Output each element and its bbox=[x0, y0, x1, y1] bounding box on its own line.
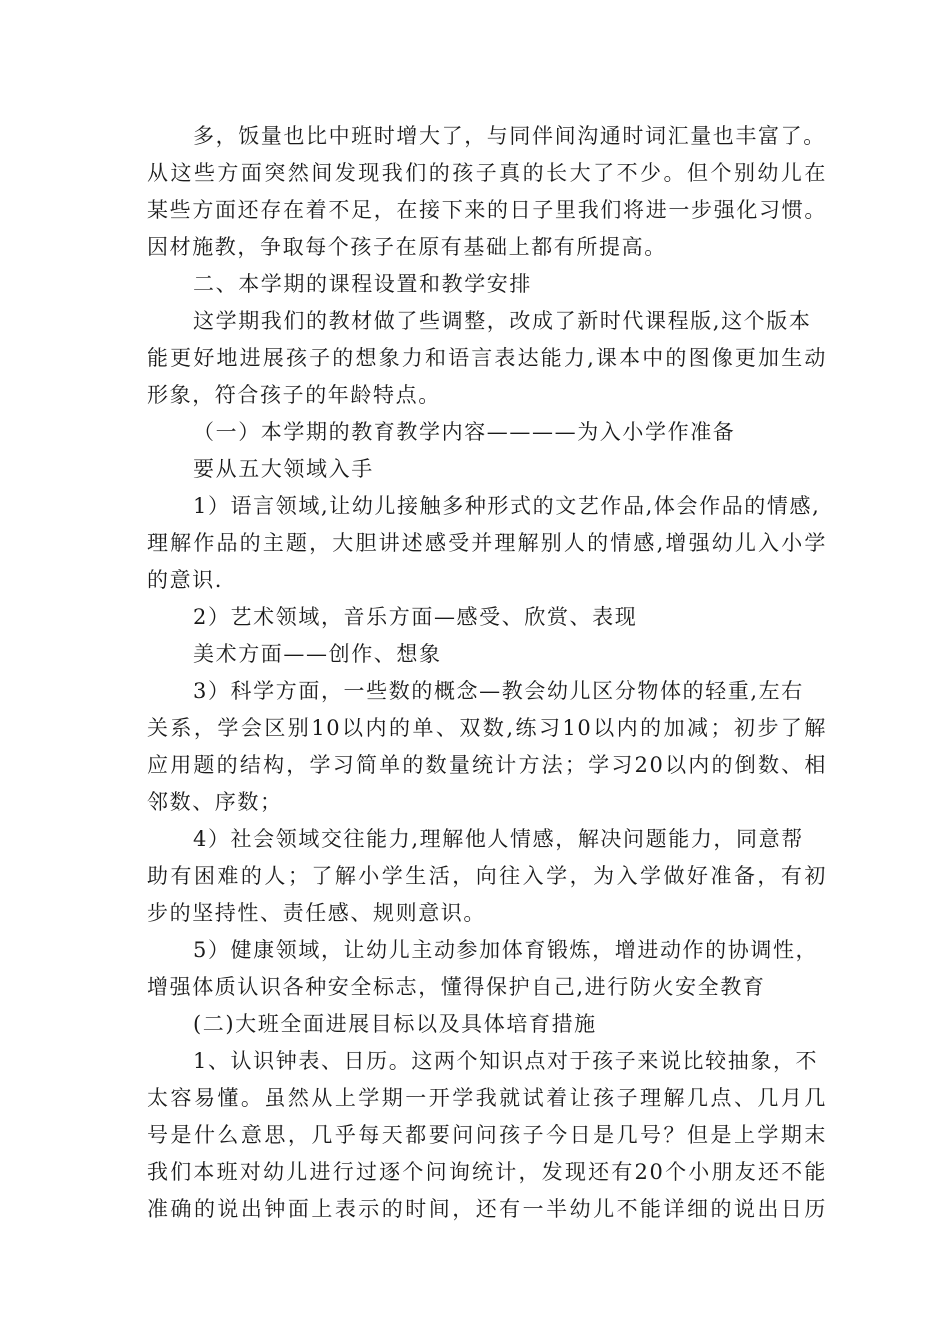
text-line: 5）健康领域，让幼儿主动参加体育锻炼，增进动作的协调性， bbox=[193, 938, 819, 962]
subsection-heading: （一）本学期的教育教学内容————为入小学作准备 bbox=[193, 420, 736, 444]
text-line: 4）社会领域交往能力,理解他人情感，解决问题能力，同意帮 bbox=[193, 827, 804, 851]
text-line: 的意识. bbox=[147, 568, 224, 592]
text-line: 2）艺术领域，音乐方面—感受、欣赏、表现 bbox=[193, 605, 638, 629]
text-line: 能更好地进展孩子的想象力和语言表达能力,课本中的图像更加生动 bbox=[147, 346, 827, 370]
text-line: 理解作品的主题，大胆讲述感受并理解别人的情感,增强幼儿入小学 bbox=[147, 531, 827, 555]
text-line: 这学期我们的教材做了些调整，改成了新时代课程版,这个版本 bbox=[193, 309, 812, 333]
section-heading: 二、本学期的课程设置和教学安排 bbox=[193, 272, 532, 296]
text-line: 步的坚持性、责任感、规则意识。 bbox=[147, 901, 486, 925]
subsection-heading: (二)大班全面进展目标以及具体培育措施 bbox=[193, 1012, 597, 1036]
document-page bbox=[147, 118, 827, 1228]
text-line: 从这些方面突然间发现我们的孩子真的长大了不少。但个别幼儿在 bbox=[147, 161, 827, 185]
text-line: 我们本班对幼儿进行过逐个问询统计，发现还有20个小朋友还不能 bbox=[147, 1160, 827, 1184]
text-line: 1）语言领域,让幼儿接触多种形式的文艺作品,体会作品的情感, bbox=[193, 494, 821, 518]
text-line: 助有困难的人；了解小学生活，向往入学，为入学做好准备，有初 bbox=[147, 864, 827, 888]
text-line: 太容易懂。虽然从上学期一开学我就试着让孩子理解几点、几月几 bbox=[147, 1086, 827, 1110]
text-line: 准确的说出钟面上表示的时间，还有一半幼儿不能详细的说出日历 bbox=[147, 1197, 827, 1221]
text-line: 多，饭量也比中班时增大了，与同伴间沟通时词汇量也丰富了。 bbox=[193, 124, 826, 148]
text-line: 号是什么意思，几乎每天都要问问孩子今日是几号？但是上学期末 bbox=[147, 1123, 827, 1147]
text-line: 因材施教，争取每个孩子在原有基础上都有所提高。 bbox=[147, 235, 667, 259]
text-line: 美术方面——创作、想象 bbox=[193, 642, 442, 666]
text-line: 关系，学会区别10以内的单、双数,练习10以内的加减；初步了解 bbox=[147, 716, 827, 740]
text-line: 增强体质认识各种安全标志，懂得保护自己,进行防火安全教育 bbox=[147, 975, 766, 999]
text-line: 某些方面还存在着不足，在接下来的日子里我们将进一步强化习惯。 bbox=[147, 198, 827, 222]
text-line: 形象，符合孩子的年龄特点。 bbox=[147, 383, 441, 407]
text-line: 应用题的结构，学习简单的数量统计方法；学习20以内的倒数、相 bbox=[147, 753, 827, 777]
text-line: 3）科学方面，一些数的概念—教会幼儿区分物体的轻重,左右 bbox=[193, 679, 804, 703]
text-line: 1、认识钟表、日历。这两个知识点对于孩子来说比较抽象，不 bbox=[193, 1049, 819, 1073]
text-line: 邻数、序数； bbox=[147, 790, 283, 814]
text-line: 要从五大领域入手 bbox=[193, 457, 374, 481]
